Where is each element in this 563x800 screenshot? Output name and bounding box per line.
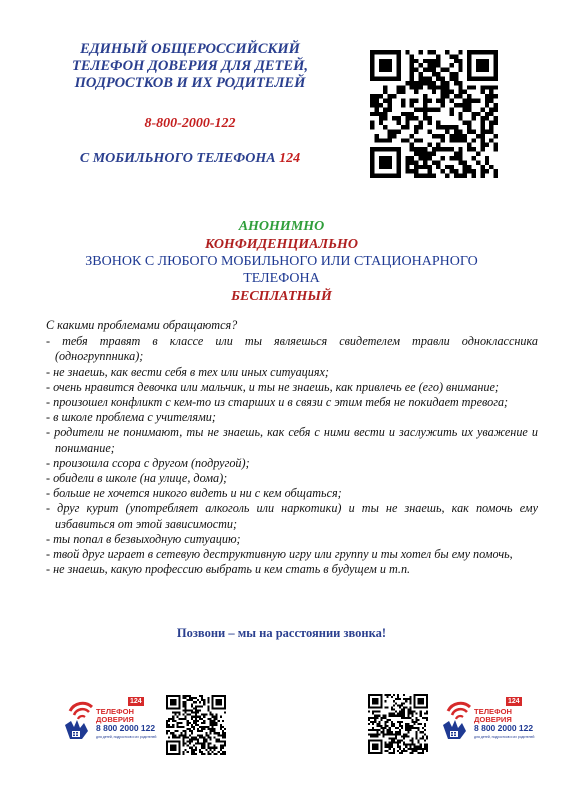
qr-code-icon[interactable]	[166, 695, 226, 755]
logo-line2: ДОВЕРИЯ	[474, 715, 512, 724]
qr-code-icon[interactable]	[370, 50, 498, 178]
feature-anonymous: АНОНИМНО	[238, 219, 325, 234]
feature-confidential: КОНФИДЕНЦИАЛЬНО	[204, 237, 358, 252]
logo-badge: 124	[508, 698, 520, 705]
list-item: - произошла ссора с другом (подругой);	[46, 455, 250, 470]
header-title-line: ТЕЛЕФОН ДОВЕРИЯ ДЛЯ ДЕТЕЙ,	[72, 58, 308, 74]
helpline-logo-right	[440, 697, 535, 745]
feature-call-line: ЗВОНОК С ЛЮБОГО МОБИЛЬНОГО ИЛИ СТАЦИОНАРНОГО	[85, 254, 478, 269]
list-item: - произошел конфликт с кем-то из старших и в связи с этим тебя не покидает тревога;	[46, 395, 509, 410]
header-mobile-number	[40, 151, 340, 167]
problems-intro: С какими проблемами обращаются?	[46, 318, 238, 332]
list-item: - не знаешь, как вести себя в тех или иных ситуациях;	[46, 364, 329, 379]
qr-code-main	[370, 50, 498, 178]
helpline-hand-logo-icon	[62, 701, 98, 741]
qr-code-right	[368, 694, 428, 754]
header-title-line: ЕДИНЫЙ ОБЩЕРОССИЙСКИЙ	[80, 41, 300, 57]
header-phone-number[interactable]: 8-800-2000-122	[144, 116, 236, 131]
helpline-logo-left	[62, 697, 157, 745]
logo-caption: для детей, подростков и их родителей	[474, 735, 535, 739]
header-title	[40, 41, 340, 92]
feature-call-line: ТЕЛЕФОНА	[243, 271, 320, 286]
header-title-line: ПОДРОСТКОВ И ИХ РОДИТЕЛЕЙ	[74, 75, 306, 91]
logo-line1: ТЕЛЕФОН	[96, 707, 134, 716]
logo-phone: 8 800 2000 122	[96, 723, 156, 733]
problems-list	[46, 334, 538, 577]
list-item: - твой друг играет в сетевую деструктивную игру или группу и ты хотел бы ему помочь,	[46, 547, 513, 562]
qr-code-left	[166, 695, 226, 755]
list-item: - тебя травят в классе или ты являешься свидетелем травли одноклассника (одногруппника);	[46, 334, 538, 364]
logo-badge: 124	[130, 698, 142, 705]
list-item: - не знаешь, какую профессию выбрать и кем стать в будущем и т.п.	[46, 562, 411, 577]
logo-line2: ДОВЕРИЯ	[96, 715, 134, 724]
mobile-label: С МОБИЛЬНОГО ТЕЛЕФОНА	[79, 151, 276, 166]
call-to-action: Позвони – мы на расстоянии звонка!	[176, 626, 387, 640]
feature-free: БЕСПЛАТНЫЙ	[231, 289, 332, 304]
list-item: - в школе проблема с учителями;	[46, 410, 216, 425]
feature-call-any-phone	[40, 253, 523, 287]
list-item: - друг курит (употребляет алкоголь или наркотики) и ты не знаешь, как помочь ему избавиться от этой зависимости;	[46, 501, 538, 531]
list-item: - обидели в школе (на улице, дома);	[46, 471, 228, 486]
list-item: - родители не понимают, ты не знаешь, как себя с ними вести и заслужить их уважение и понимание;	[46, 425, 538, 455]
mobile-number[interactable]: 124	[279, 151, 301, 166]
list-item: - очень нравится девочка или мальчик, и ты не знаешь, как привлечь ее (его) внимание;	[46, 379, 499, 394]
helpline-hand-logo-icon	[440, 701, 476, 741]
logo-line1: ТЕЛЕФОН	[474, 707, 512, 716]
qr-code-icon[interactable]	[368, 694, 428, 754]
list-item: - ты попал в безвыходную ситуацию;	[46, 531, 241, 546]
list-item: - больше не хочется никого видеть и ни с кем общаться;	[46, 486, 342, 501]
problems-section	[46, 318, 538, 577]
logo-caption: для детей, подростков и их родителей	[96, 735, 157, 739]
logo-phone: 8 800 2000 122	[474, 723, 534, 733]
